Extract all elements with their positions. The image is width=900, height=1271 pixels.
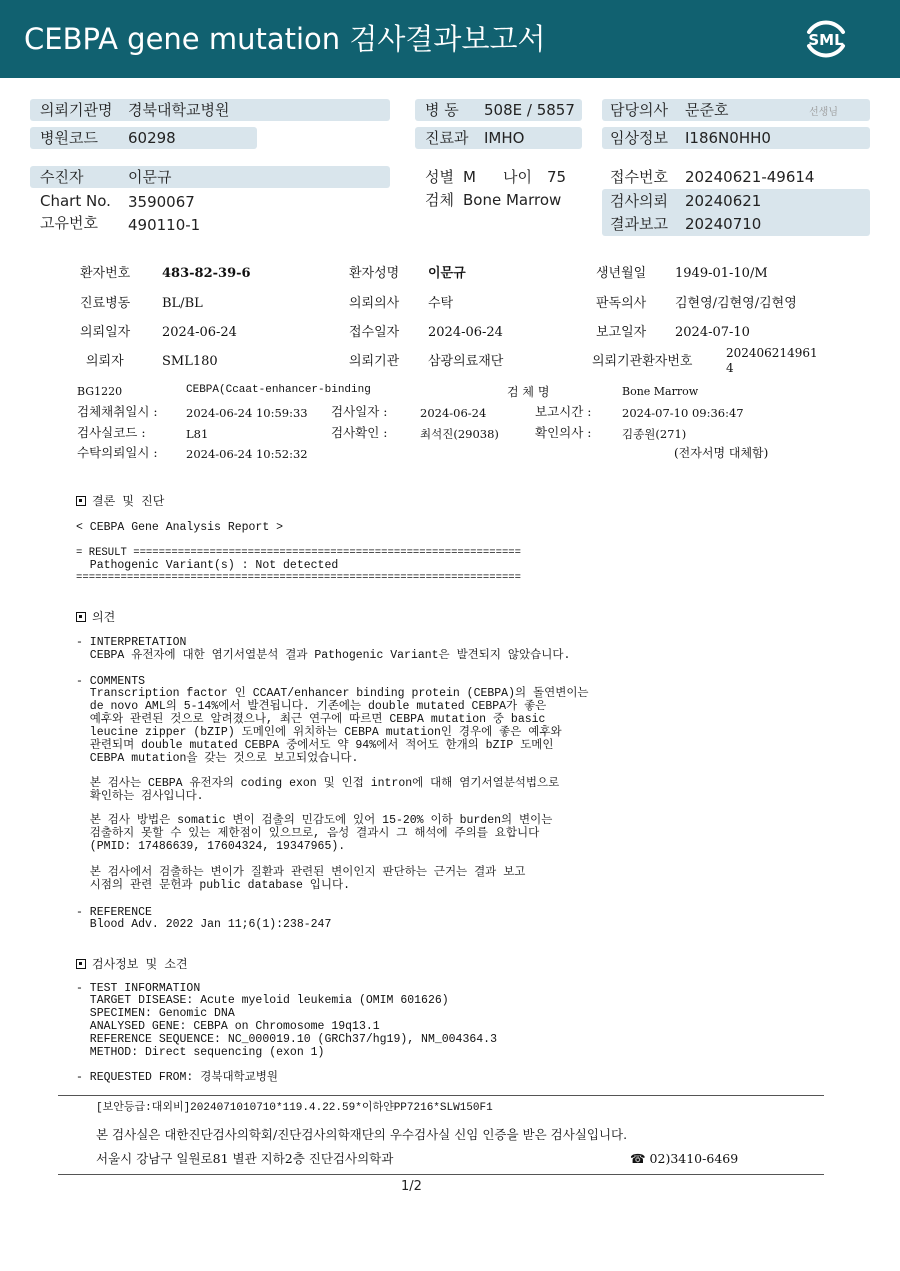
- specimen: Bone Marrow: [463, 191, 562, 209]
- test-info-line: TARGET DISEASE: Acute myeloid leukemia (OMIM 601626): [76, 994, 449, 1007]
- info-value: 문준호: [685, 101, 729, 119]
- patient-sex: M: [463, 168, 476, 186]
- info-value: IMHO: [484, 129, 525, 147]
- receipt-day: 2024-06-24: [428, 325, 503, 340]
- interpretation-heading: - INTERPRETATION: [76, 636, 187, 649]
- test-date: 2024-06-24: [420, 406, 487, 420]
- patient-id: 483-82-39-6: [162, 266, 251, 281]
- square-bullet-icon: [76, 959, 86, 969]
- test-name: CEBPA(Ccaat-enhancer-binding: [186, 384, 371, 396]
- report-time: 2024-07-10 09:36:47: [622, 406, 744, 420]
- comment-line: 검출하지 못할 수 있는 제한점이 있으므로, 음성 결과시 그 해석에 주의를 요합니다: [76, 827, 540, 840]
- requested-from: - REQUESTED FROM: 경북대학교병원: [76, 1071, 278, 1084]
- info-label: 병 동: [425, 101, 459, 119]
- report-label: 보고일자: [596, 325, 647, 340]
- comment-line: leucine zipper (bZIP) 도메인에 위치하는 CEBPA mutation인 경우에 좋은 예후와: [76, 726, 562, 739]
- reference-heading: - REFERENCE: [76, 906, 152, 919]
- info-suffix: 선생님: [809, 107, 838, 118]
- birth-date: 1949-01-10/M: [675, 266, 768, 281]
- info-label: 병원코드: [40, 129, 98, 147]
- interpretation-text: CEBPA 유전자에 대한 염기서열분석 결과 Pathogenic Variant은 발견되지 않았습니다.: [76, 649, 571, 662]
- electronic-signature-note: (전자서명 대체함): [674, 446, 769, 460]
- section-opinion: [76, 611, 115, 625]
- report-label: 의뢰기관환자번호: [592, 354, 693, 369]
- page-header: [0, 0, 900, 78]
- logo-text: SML: [808, 31, 844, 49]
- report-label: 검사확인 :: [331, 425, 388, 440]
- comments-heading: - COMMENTS: [76, 675, 146, 688]
- info-value: 508E / 5857: [484, 101, 575, 119]
- patient-age: 75: [547, 168, 567, 186]
- test-info-line: REFERENCE SEQUENCE: NC_000019.10 (GRCh37/hg19), NM_004364.3: [76, 1033, 497, 1046]
- square-bullet-icon: [76, 612, 86, 622]
- report-day: 2024-07-10: [675, 325, 750, 340]
- info-label: 결과보고: [610, 215, 668, 233]
- security-line: [보안등급:대외비]2024071010710*119.4.22.59*이하얀PP7216*SLW150F1: [96, 1102, 493, 1114]
- comment-line: (PMID: 17486639, 17604324, 19347965).: [76, 840, 346, 853]
- comment-line: 관련되며 double mutated CEBPA 중에서도 약 94%에서 적어도 한개의 bZIP 도메인: [76, 739, 554, 752]
- patient-name: 이문규: [128, 168, 172, 186]
- report-label: 의뢰일자: [80, 325, 131, 340]
- comment-line: 예후와 관련된 것으로 알려졌으나, 최근 연구에 따르면 CEBPA mutation 중 basic: [76, 713, 546, 726]
- square-bullet-icon: [76, 496, 86, 506]
- info-label: 검체: [425, 191, 454, 209]
- report-label: 판독의사: [596, 296, 647, 311]
- test-info-line: SPECIMEN: Genomic DNA: [76, 1007, 235, 1020]
- report-label: 검사일자 :: [331, 404, 388, 419]
- info-label: 담당의사: [610, 101, 668, 119]
- report-label: 확인의사 :: [535, 425, 592, 440]
- requesting-institution: 삼광의료재단: [428, 354, 504, 369]
- report-label: 진료병동: [80, 296, 131, 311]
- requesting-doctor: 수탁: [428, 296, 454, 311]
- info-label: Chart No.: [40, 192, 111, 210]
- report-label: 의뢰의사: [349, 296, 400, 311]
- footer-divider: [58, 1174, 824, 1175]
- specimen-name: Bone Marrow: [622, 385, 699, 398]
- info-value: 60298: [128, 129, 176, 147]
- lab-address: 서울시 강남구 일원로81 별관 지하2층 진단검사의학과: [96, 1151, 394, 1166]
- info-label: 성별: [425, 168, 454, 186]
- test-code: BG1220: [77, 385, 123, 398]
- comment-line: de novo AML의 5-14%에서 발견됩니다. 기존에는 double mutated CEBPA가 좋은: [76, 700, 547, 713]
- comment-line: 본 검사 방법은 somatic 변이 검출의 민감도에 있어 15-20% 이하 burden의 변이는: [76, 814, 553, 827]
- report-label: 의뢰자: [86, 354, 124, 369]
- report-label: 검 체 명: [507, 385, 550, 399]
- comment-line: 확인하는 검사입니다.: [76, 790, 204, 803]
- info-label: 접수번호: [610, 168, 668, 186]
- institution-patient-number: 202406214961: [726, 346, 818, 360]
- comment-line: Transcription factor 인 CCAAT/enhancer binding protein (CEBPA)의 돌연변이는: [76, 687, 589, 700]
- section-conclusion: [76, 495, 164, 509]
- report-label: 접수일자: [349, 325, 400, 340]
- collection-time: 2024-06-24 10:59:33: [186, 406, 308, 420]
- requester: SML180: [162, 354, 218, 369]
- info-label: 진료과: [425, 129, 469, 147]
- info-value: 경북대학교병원: [128, 101, 230, 119]
- request-day: 2024-06-24: [162, 325, 237, 340]
- unique-number: 490110-1: [128, 216, 201, 234]
- test-info-line: METHOD: Direct sequencing (exon 1): [76, 1046, 325, 1059]
- certification-text: 본 검사실은 대한진단검사의학회/진단검사의학재단의 우수검사실 신임 인증을 받은 검사실입니다.: [96, 1127, 628, 1142]
- comment-line: 본 검사에서 검출하는 변이가 질환과 관련된 변이인지 판단하는 근거는 결과 보고: [76, 866, 526, 879]
- footer-divider: [58, 1095, 824, 1096]
- request-date: 20240621: [685, 192, 762, 210]
- report-label: 의뢰기관: [349, 354, 400, 369]
- report-label: 환자성명: [349, 266, 400, 281]
- test-info-line: ANALYSED GENE: CEBPA on Chromosome 19q13.1: [76, 1020, 380, 1033]
- section-title: 결론 및 진단: [92, 495, 165, 509]
- report-label: 환자번호: [80, 266, 131, 281]
- result-separator: = RESULT =============================================================: [76, 547, 522, 559]
- analysis-title: < CEBPA Gene Analysis Report >: [76, 521, 284, 534]
- comment-line: 시점의 관련 문헌과 public database 입니다.: [76, 879, 351, 892]
- ward: BL/BL: [162, 296, 203, 311]
- info-label: 고유번호: [40, 214, 98, 232]
- test-info-heading: - TEST INFORMATION: [76, 982, 201, 995]
- chart-number: 3590067: [128, 193, 195, 211]
- receipt-number: 20240621-49614: [685, 168, 815, 186]
- info-label: 검사의뢰: [610, 192, 668, 210]
- info-bar: [30, 166, 390, 188]
- info-label: 나이: [503, 168, 532, 186]
- report-label: 검사실코드 :: [77, 425, 146, 440]
- result-separator: ======================================================================: [76, 572, 522, 584]
- commission-time: 2024-06-24 10:52:32: [186, 447, 308, 461]
- info-label: 의뢰기관명: [40, 101, 113, 119]
- report-label: 보고시간 :: [535, 404, 592, 419]
- institution-patient-number-cont: 4: [726, 361, 734, 375]
- confirming-doctor: 김종원(271): [622, 427, 687, 441]
- sml-logo-icon: [799, 12, 853, 66]
- report-label: 수탁의뢰일시 :: [77, 445, 158, 460]
- page-number: 1/2: [401, 1179, 422, 1194]
- info-label: 수진자: [40, 168, 84, 186]
- lab-phone: ☎ 02)3410-6469: [630, 1151, 739, 1166]
- section-title: 검사정보 및 소견: [92, 958, 188, 972]
- document-title: CEBPA gene mutation 검사결과보고서: [24, 22, 546, 56]
- info-label: 임상정보: [610, 129, 668, 147]
- info-value: I186N0HH0: [685, 129, 771, 147]
- comment-line: CEBPA mutation을 갖는 것으로 보고되었습니다.: [76, 752, 359, 765]
- reference-text: Blood Adv. 2022 Jan 11;6(1):238-247: [76, 918, 332, 931]
- lab-code: L81: [186, 427, 209, 441]
- result-date: 20240710: [685, 215, 762, 233]
- report-label: 생년월일: [596, 266, 647, 281]
- result-value: Pathogenic Variant(s) : Not detected: [76, 559, 339, 572]
- report-label: 검체채취일시 :: [77, 404, 158, 419]
- reading-doctor: 김현영/김현영/김현영: [675, 296, 797, 311]
- comment-line: 본 검사는 CEBPA 유전자의 coding exon 및 인접 intron에 대해 염기서열분석법으로: [76, 777, 560, 790]
- section-title: 의견: [92, 611, 116, 625]
- report-patient-name: 이문규: [428, 266, 466, 281]
- section-test-info: [76, 958, 188, 972]
- test-confirmer: 최석진(29038): [420, 427, 499, 441]
